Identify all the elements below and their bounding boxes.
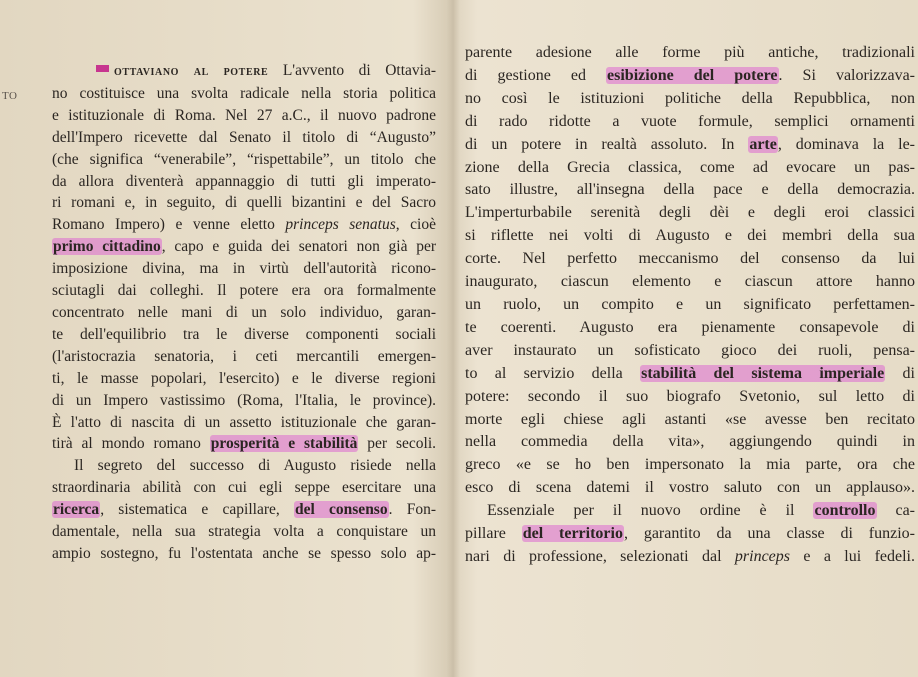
text-line: esco di scena datemi il vostro saluto con un applauso». xyxy=(465,479,915,497)
text-line: primo cittadino, capo e guida dei senatori non già per xyxy=(53,238,436,256)
text-line: ti, le masse popolari, l'esercito) e le diverse regioni xyxy=(52,369,436,387)
text-line: di gestione ed esibizione del potere. Si valorizzava- xyxy=(465,66,915,84)
text-line: concentrato nelle mani di un solo individuo, garan- xyxy=(52,303,436,321)
text-line: no costituisce una svolta radicale nella storia politica xyxy=(52,84,436,102)
left-column xyxy=(52,60,436,565)
text-line: ricerca, sistematica e capillare, del consenso. Fon- xyxy=(53,501,436,519)
text-line: di rado ridotte a vuote formule, semplici ornamenti xyxy=(465,112,915,130)
text-line: aver instaurato un sofisticato gioco dei ruoli, pensa- xyxy=(465,341,915,359)
text-line: (che significa “venerabile”, “rispettabile”, un titolo che xyxy=(52,150,436,168)
text-line: di un potere in realtà assoluto. In arte, dominava la le- xyxy=(465,135,915,153)
text-line: te coerenti. Augusto era pienamente consapevole di xyxy=(465,318,915,336)
text-line: pillare del territorio, garantito da una classe di funzio- xyxy=(465,525,915,543)
text-line: zione della Grecia classica, come ad evocare un pas- xyxy=(465,158,915,176)
highlighted-text: controllo xyxy=(814,502,876,520)
text-line: un ruolo, un compito e un significato perfettamen- xyxy=(465,295,915,313)
text-line: inaugurato, ciascun elemento e ciascun attore hanno xyxy=(465,273,915,291)
text-line: nari di professione, selezionati dal princeps e a lui fedeli. xyxy=(465,547,915,565)
highlighted-text: del consenso xyxy=(294,501,388,519)
section-heading: ottaviano al potere xyxy=(114,64,269,79)
text-line: potere: secondo il suo biografo Svetonio, sul letto di xyxy=(465,387,915,405)
text-line: e istituzionale di Roma. Nel 27 a.C., il nuovo padrone xyxy=(52,106,436,124)
text-line: È l'atto di nascita di un assetto istituzionale che garan- xyxy=(52,413,436,431)
margin-mark: TO xyxy=(2,90,18,102)
highlighted-text: ricerca xyxy=(53,501,100,519)
text-line: si riflette nei volti di Augusto e dei membri della sua xyxy=(465,227,915,245)
text-line: Essenziale per il nuovo ordine è il controllo ca- xyxy=(487,502,915,520)
text-line: imposizione divina, ma in virtù dell'autorità ricono- xyxy=(52,260,436,278)
text-line: greco «e se ho ben impersonato la mia parte, ora che xyxy=(465,456,915,474)
text-line: Il segreto del successo di Augusto risiede nella xyxy=(74,457,436,475)
text-line: nella commedia della vita», aggiungendo quindi in xyxy=(465,433,915,451)
highlighted-text: stabilità del sistema imperiale xyxy=(641,364,885,382)
heading-square-icon xyxy=(96,65,109,72)
text-line: (l'aristocrazia senatoria, i ceti mercantili emergen- xyxy=(52,347,436,365)
text-line: sciutagli dai colleghi. Il potere era ora formalmente xyxy=(52,282,436,300)
text-line: parente adesione alle forme più antiche, tradizionali xyxy=(465,44,915,61)
text-line: to al servizio della stabilità del sistema imperiale di xyxy=(465,364,915,382)
text-line: ri romani e, in seguito, di quelli bizantini e del Sacro xyxy=(52,194,436,212)
text-line: L'imperturbabile serenità degli dèi e degli eroi classici xyxy=(465,204,915,222)
text-line: no così le istituzioni politiche della Repubblica, non xyxy=(465,89,915,107)
text-line: morte egli chiese agli astanti «se avesse ben recitato xyxy=(465,410,915,428)
text-line: Romano Impero) e venne eletto princeps senatus, cioè xyxy=(52,216,436,234)
highlighted-text: arte xyxy=(749,135,777,153)
text-line: tirà al mondo romano prosperità e stabilità per secoli. xyxy=(52,435,436,453)
text-line: dell'Impero ricevette dal Senato il titolo di “Augusto” xyxy=(52,128,436,146)
text-line: damentale, nella sua strategia volta a conquistare un xyxy=(52,523,436,541)
right-column xyxy=(465,42,915,569)
highlighted-text: primo cittadino xyxy=(53,238,161,256)
text-line: corte. Nel perfetto meccanismo del consenso da lui xyxy=(465,250,915,268)
book-gutter xyxy=(446,0,460,677)
text-line: sato illustre, all'insegna della pace e della democrazia. xyxy=(465,181,915,199)
text-line: ottaviano al potere L'avvento di Ottavia- xyxy=(52,60,436,83)
text-line: di un Impero vastissimo (Roma, l'Italia, le province). xyxy=(52,391,436,409)
text-line: ampio sostegno, fu l'ostentata anche se spesso solo ap- xyxy=(52,544,436,562)
highlighted-text: esibizione del potere xyxy=(607,66,778,84)
highlighted-text: del territorio xyxy=(522,525,623,543)
text-line: straordinaria abilità con cui egli seppe esercitare una xyxy=(52,479,436,497)
text-line: te dell'equilibrio tra le diverse componenti sociali xyxy=(52,325,436,343)
highlighted-text: prosperità e stabilità xyxy=(210,435,358,453)
text-line: da allora diventerà appannaggio di tutti gli imperato- xyxy=(52,172,436,190)
